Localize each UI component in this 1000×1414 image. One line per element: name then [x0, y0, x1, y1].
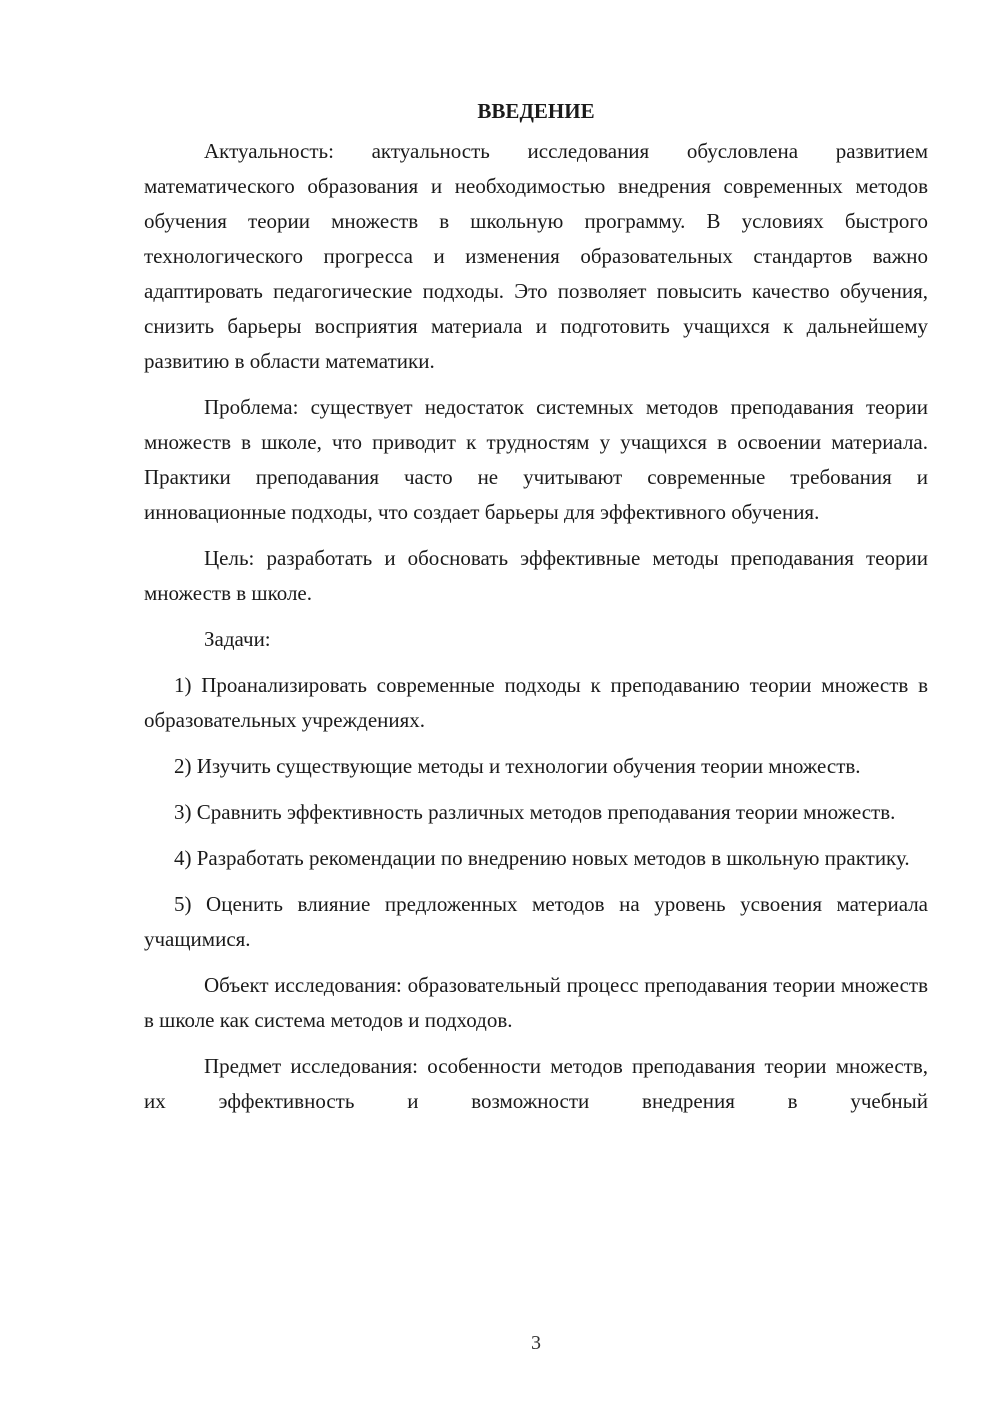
object-paragraph: Объект исследования: образовательный процесс преподавания теории множеств в школе как система методов и подходов. — [144, 973, 928, 1032]
relevance-paragraph: Актуальность: актуальность исследования обусловлена развитием математического образования и необходимостью внедрения современных методов обучения теории множеств в школьную программу. В условиях быстрого технологического прогресса и изменения образовательных стандартов важно адаптировать педагогические подходы. Это позволяет повысить качество обучения, снизить барьеры восприятия материала и подготовить учащихся к дальнейшему развитию в области математики. — [144, 139, 928, 373]
task-item-4: 4) Разработать рекомендации по внедрению новых методов в школьную практику. — [174, 846, 910, 870]
page-number: 3 — [531, 1332, 541, 1354]
page-title: ВВЕДЕНИЕ — [477, 99, 595, 123]
goal-paragraph: Цель: разработать и обосновать эффективные методы преподавания теории множеств в школе. — [144, 546, 928, 605]
task-item-3: 3) Сравнить эффективность различных методов преподавания теории множеств. — [174, 800, 896, 824]
subject-paragraph: Предмет исследования: особенности методов преподавания теории множеств, их эффективность и возможности внедрения в учебный — [144, 1054, 928, 1113]
task-item-2: 2) Изучить существующие методы и технологии обучения теории множеств. — [174, 754, 861, 778]
task-item-5: 5) Оценить влияние предложенных методов на уровень усвоения материала учащимися. — [144, 892, 928, 951]
problem-paragraph: Проблема: существует недостаток системных методов преподавания теории множеств в школе, что приводит к трудностям у учащихся в освоении материала. Практики преподавания часто не учитывают современные требования и инновационные подходы, что создает барьеры для эффективного обучения. — [144, 395, 928, 524]
document-page — [144, 96, 928, 1130]
task-item-1: 1) Проанализировать современные подходы к преподаванию теории множеств в образовательных учреждениях. — [144, 673, 928, 732]
tasks-label: Задачи: — [204, 627, 271, 651]
